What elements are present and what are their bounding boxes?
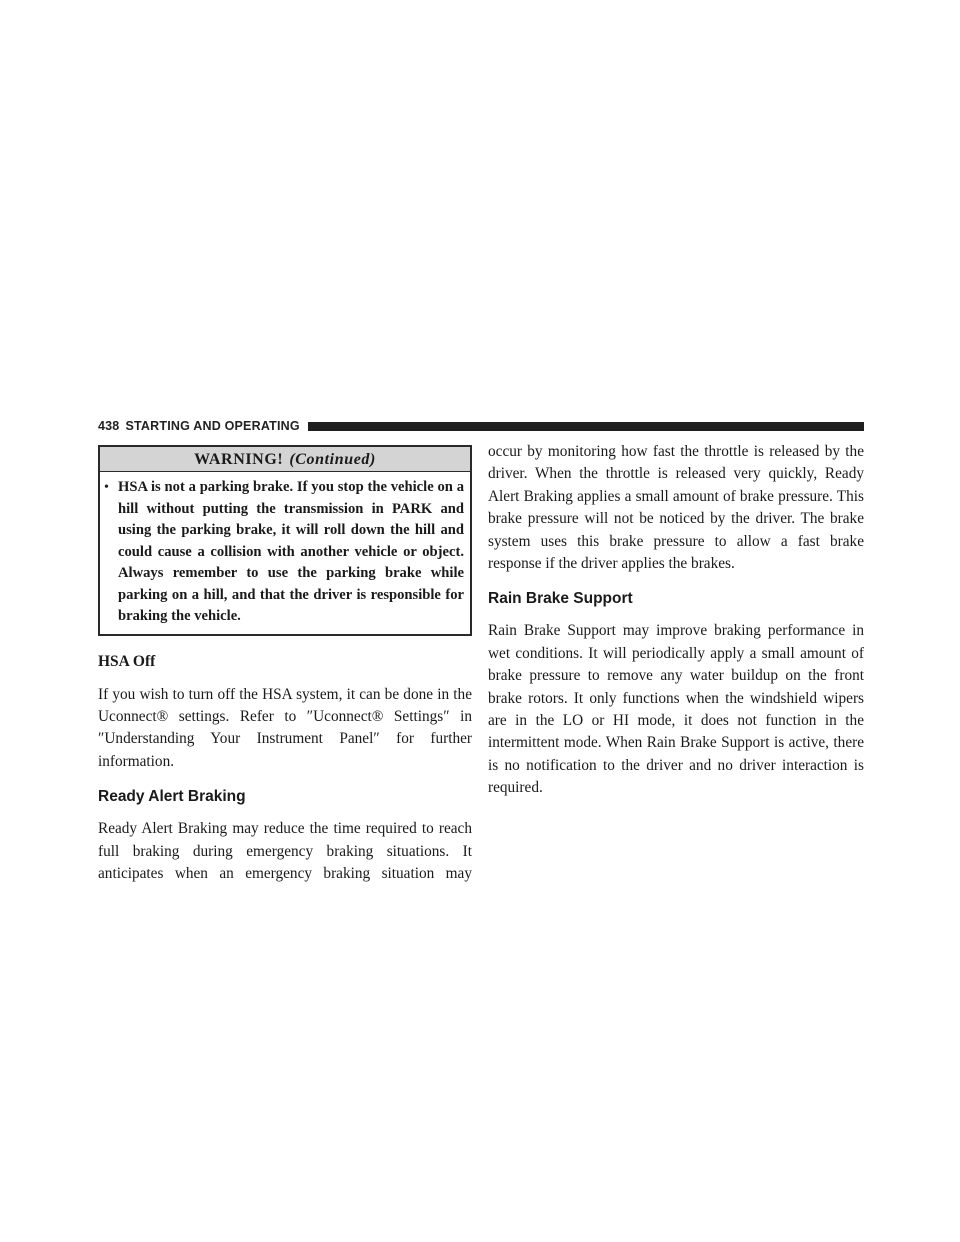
rain-brake-paragraph: Rain Brake Support may improve braking performance in wet conditions. It will periodically apply a small amount of brake pressure to remove any water buildup on the front brake rotors. It only functions when the windshield wipers are in the LO or HI mode, it does not function in the intermittent mode. When Rain Brake Support is active, there is no notification to the driver and no driver interaction is required. [488, 622, 864, 797]
section-title: STARTING AND OPERATING [125, 419, 300, 433]
warning-box [98, 445, 472, 636]
warning-body [100, 472, 470, 634]
page-header [98, 417, 864, 435]
warning-text: HSA is not a parking brake. If you stop the vehicle on a hill without putting the transmission in PARK and using the parking brake, it will roll down the hill and could cause a collision with another vehicle or object. Always remember to use the parking brake while parking on a hill, and that the driver is responsible for braking the vehicle. [118, 479, 464, 624]
page-number: 438 [98, 419, 120, 433]
rain-brake-heading: Rain Brake Support [488, 590, 633, 608]
bullet-icon: • [104, 480, 109, 495]
right-column [488, 441, 864, 814]
hsa-off-heading: HSA Off [98, 652, 156, 670]
header-rule [308, 422, 864, 431]
ready-alert-heading: Ready Alert Braking [98, 788, 246, 806]
warning-label: WARNING! [194, 451, 284, 468]
warning-title-bar [100, 447, 470, 472]
ready-alert-paragraph-start: Ready Alert Braking may reduce the time required to reach full braking during emergency braking situations. It anticipates when an emergency braking situation may [98, 820, 472, 882]
warning-continued: (Continued) [289, 451, 376, 468]
hsa-off-paragraph: If you wish to turn off the HSA system, it can be done in the Uconnect® settings. Refer to ″Uconnect® Settings″ in ″Understanding Your Instrument Panel″ for further information. [98, 685, 472, 770]
ready-alert-paragraph-end: occur by monitoring how fast the throttle is released by the driver. When the throttle is released very quickly, Ready Alert Braking applies a small amount of brake pressure. This brake pressure will not be noticed by the driver. The brake system uses this brake pressure to allow a fast brake response if the driver applies the brakes. [488, 443, 864, 573]
left-column [98, 445, 472, 899]
